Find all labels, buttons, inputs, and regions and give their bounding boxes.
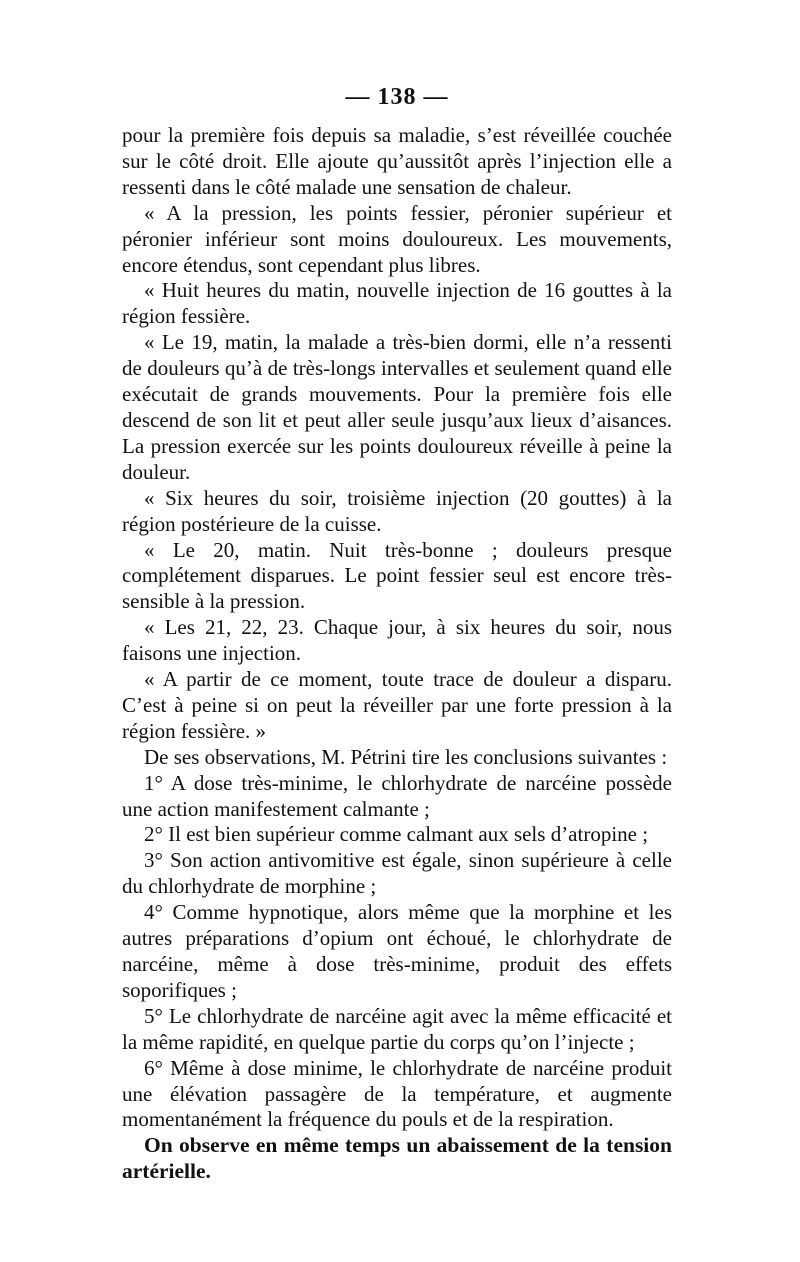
conclusion-item: 1° A dose très-minime, le chlorhydrate de narcéine possède une action manifestement calmante ;	[122, 770, 672, 821]
conclusion-item: 6° Même à dose minime, le chlorhydrate de narcéine produit une élévation passagère de la température, et augmente momentanément la fréquence du pouls et de la respiration.	[122, 1055, 672, 1132]
conclusion-item: 5° Le chlorhydrate de narcéine agit avec la même efficacité et la même rapidité, en quelque partie du corps qu’on l’injecte ;	[122, 1003, 672, 1054]
paragraph: pour la première fois depuis sa maladie, s’est réveillée couchée sur le côté droit. Elle ajoute qu’aussitôt après l’injection elle a ressenti dans le côté malade une sensation de chaleur.	[122, 123, 672, 199]
body-text	[122, 123, 672, 1185]
conclusion-item: 2° Il est bien supérieur comme calmant aux sels d’atropine ;	[144, 822, 649, 847]
page-number: — 138 —	[345, 84, 449, 110]
paragraph: « Le 19, matin, la malade a très-bien dormi, elle n’a ressenti de douleurs qu’à de très-longs intervalles et seulement quand elle exécutait de grands mouvements. Pour la première fois elle descend de son lit et peut aller seule jusqu’aux lieux d’aisances. La pression exercée sur les points douloureux réveille à peine la douleur.	[122, 330, 672, 484]
conclusion-item: 4° Comme hypnotique, alors même que la morphine et les autres préparations d’opium ont échoué, le chlorhydrate de narcéine, même à dose très-minime, produit des effets soporifiques ;	[122, 900, 672, 1002]
paragraph: « Les 21, 22, 23. Chaque jour, à six heures du soir, nous faisons une injection.	[122, 615, 672, 666]
conclusion-item: 3° Son action antivomitive est égale, sinon supérieure à celle du chlorhydrate de morphine ;	[122, 848, 672, 899]
paragraph: « A partir de ce moment, toute trace de douleur a disparu. C’est à peine si on peut la réveiller par une forte pression à la région fessière. »	[122, 667, 672, 743]
paragraph: « A la pression, les points fessier, péronier supérieur et péronier inférieur sont moins douloureux. Les mouvements, encore étendus, sont cependant plus libres.	[122, 200, 672, 277]
paragraph: « Le 20, matin. Nuit très-bonne ; douleurs presque complétement disparues. Le point fessier seul est encore très-sensible à la pression.	[122, 537, 672, 614]
paragraph: On observe en même temps un abaissement de la tension artérielle.	[122, 1133, 672, 1184]
paragraph: De ses observations, M. Pétrini tire les conclusions suivantes :	[144, 744, 668, 769]
paragraph: « Six heures du soir, troisième injection (20 gouttes) à la région postérieure de la cuisse.	[122, 485, 672, 536]
paragraph: « Huit heures du matin, nouvelle injection de 16 gouttes à la région fessière.	[122, 278, 672, 329]
